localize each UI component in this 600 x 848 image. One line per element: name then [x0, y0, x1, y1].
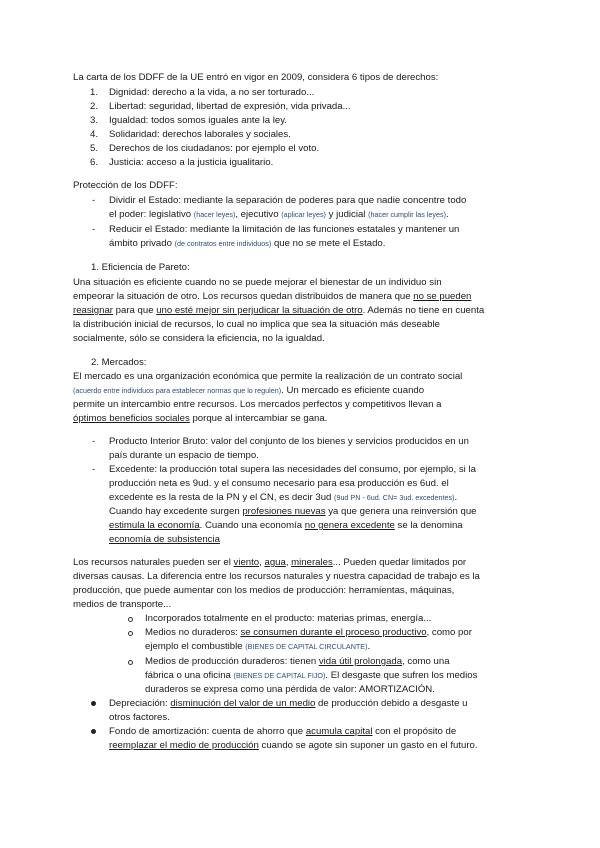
text-span: . Un mercado es eficiente cuando: [281, 385, 425, 396]
text-span: excedente es la resta de la PN y el CN, es decir 3ud: [109, 492, 335, 503]
paragraph-line: Reducir el Estado: mediante la limitación de las funciones estatales y mantener un: [109, 224, 460, 235]
paragraph-line: [109, 520, 463, 532]
underlined-span: no se pueden: [413, 291, 472, 302]
list-number: 4.: [90, 129, 99, 140]
text-span: ,: [259, 557, 265, 568]
paragraph-line: Excedente: la producción total supera las necesidades del consumo, por ejemplo, si la: [109, 464, 476, 475]
circle-bullet: [128, 660, 133, 665]
note-span: (acuerdo entre individuos para establecer normas que lo regulen): [73, 386, 282, 395]
circle-bullet: [128, 631, 133, 636]
section-heading: 1. Eficiencia de Pareto:: [91, 262, 190, 273]
text-span: . Cuando una economía: [199, 520, 305, 531]
text-span: , como por: [426, 627, 472, 638]
paragraph-line: permite un intercambio entre recursos. Los mercados perfectos y competitivos llevan a: [73, 399, 442, 410]
underlined-span: óptimos beneficios sociales: [73, 413, 190, 424]
paragraph-line: [109, 238, 385, 250]
list-item: Solidaridad: derechos laborales y sociales.: [109, 129, 291, 140]
text-span: ámbito privado: [109, 238, 175, 249]
note-span: (hacer leyes): [193, 210, 236, 219]
text-span: .: [454, 492, 458, 503]
text-span: se la denomina: [394, 520, 463, 531]
paragraph-line: producción neta es 9ud. y el consumo necesario para esa producción es 6ud. el: [109, 478, 449, 489]
text-span: empeorar la situación de otro. Los recursos quedan distribuidos de manera que: [73, 291, 414, 302]
text-span: ejemplo el combustible: [145, 641, 246, 652]
underlined-span: reemplazar el medio de producción: [109, 740, 259, 751]
text-span: . Además no tiene en cuenta: [362, 305, 485, 316]
list-number: 6.: [90, 157, 99, 168]
paragraph-line: socialmente, sólo se considera la eficiencia, no la igualdad.: [73, 333, 325, 344]
underlined-span: no genera excedente: [304, 520, 395, 531]
underlined-span: reasignar: [73, 305, 113, 316]
text-span: cuando se agote sin suponer un gasto en el futuro.: [258, 740, 478, 751]
paragraph-line: Incorporados totalmente en el producto: materias primas, energía...: [145, 613, 432, 624]
note-span: (aplicar leyes): [281, 210, 326, 219]
paragraph-line: [145, 656, 450, 668]
paragraph-line: [145, 641, 370, 653]
list-number: 1.: [90, 87, 99, 98]
paragraph-line: diversas causas. La diferencia entre los recursos naturales y nuestra capacidad de trabajo es la: [73, 571, 480, 582]
paragraph-line: [109, 209, 449, 221]
text-span: porque al intercambiar se gana.: [189, 413, 328, 424]
list-item: Libertad: seguridad, libertad de expresión, vida privada...: [109, 101, 351, 112]
text-span: , ejecutivo: [235, 209, 282, 220]
paragraph-line: duraderos se expresa como una pérdida de valor: AMORTIZACIÓN.: [145, 684, 435, 695]
paragraph-line: [73, 305, 484, 317]
paragraph-line: la distribución inicial de recursos, lo cual no implica que sea la situación más deseable: [73, 319, 440, 330]
text-span: que no se mete el Estado.: [271, 238, 386, 249]
list-number: 5.: [90, 143, 99, 154]
list-item: Derechos de los ciudadanos: por ejemplo el voto.: [109, 143, 320, 154]
note-span: (BIENES DE CAPITAL CIRCULANTE): [245, 642, 368, 651]
paragraph-line: país durante un espacio de tiempo.: [109, 450, 259, 461]
text-span: con el propósito de: [372, 726, 457, 737]
list-item: Dignidad: derecho a la vida, a no ser torturado...: [109, 87, 315, 98]
note-span: (BIENES DE CAPITAL FIJO): [233, 671, 326, 680]
paragraph-line: [109, 492, 457, 504]
filled-bullet: [91, 729, 96, 734]
note-span: (hacer cumplir las leyes): [368, 210, 446, 219]
dash-bullet: -: [92, 224, 96, 235]
text-span: Los recursos naturales pueden ser el: [73, 557, 234, 568]
paragraph-line: [73, 557, 466, 569]
section-heading: 2. Mercados:: [91, 357, 147, 368]
paragraph-line: Una situación es eficiente cuando no se puede mejorar el bienestar de un individuo sin: [73, 277, 442, 288]
underlined-line: economía de subsistencia: [109, 534, 220, 545]
paragraph-line: producción, que puede aumentar con los medios de producción: herramientas, máquinas,: [73, 585, 455, 596]
underlined-span: viento: [233, 557, 260, 568]
text-span: el poder: legislativo: [109, 209, 194, 220]
list-number: 2.: [90, 101, 99, 112]
filled-bullet: [91, 701, 96, 706]
underlined-span: uno esté mejor sin perjudicar la situación de otro: [156, 305, 363, 316]
underlined-span: se consumen durante el proceso productivo: [240, 627, 427, 638]
list-item: Igualdad: todos somos iguales ante la ley.: [109, 115, 287, 126]
underlined-span: profesiones nuevas: [242, 506, 326, 517]
paragraph-line: Dividir el Estado: mediante la separación de poderes para que nadie concentre todo: [109, 195, 467, 206]
text-span: y judicial: [325, 209, 369, 220]
text-span: Medios de producción duraderos: tienen: [145, 656, 319, 667]
underlined-span: vida útil prolongada: [318, 656, 403, 667]
text-span: ,: [285, 557, 292, 568]
paragraph-line: [73, 385, 424, 397]
underlined-span: minerales: [291, 557, 333, 568]
dash-bullet: -: [92, 195, 96, 206]
dash-bullet: -: [92, 464, 96, 475]
underlined-span: estimula la economía: [109, 520, 200, 531]
intro-text: La carta de los DDFF de la UE entró en vigor en 2009, considera 6 tipos de derechos:: [73, 72, 439, 83]
section-heading: Protección de los DDFF:: [73, 180, 178, 191]
text-span: , como una: [402, 656, 450, 667]
text-span: ... Pueden quedar limitados por: [332, 557, 467, 568]
paragraph-line: [109, 726, 456, 738]
paragraph-line: [109, 740, 478, 752]
text-span: fábrica o una oficina: [145, 670, 234, 681]
list-number: 3.: [90, 115, 99, 126]
text-span: Cuando hay excedente surgen: [109, 506, 243, 517]
paragraph-line: [109, 698, 467, 710]
circle-bullet: [128, 617, 133, 622]
underlined-span: acumula capital: [305, 726, 373, 737]
text-span: ya que genera una reinversión que: [325, 506, 477, 517]
paragraph-line: otros factores.: [109, 712, 170, 723]
text-span: .: [367, 641, 371, 652]
text-span: . El desgaste que sufren los medios: [325, 670, 478, 681]
underlined-span: agua: [264, 557, 286, 568]
paragraph-line: [145, 627, 472, 639]
text-span: para que: [113, 305, 157, 316]
underlined-span: disminución del valor de un medio: [170, 698, 316, 709]
text-span: Medios no duraderos:: [145, 627, 241, 638]
text-span: de producción debido a desgaste u: [315, 698, 468, 709]
paragraph-line: medios de transporte...: [73, 599, 172, 610]
paragraph-line: Producto Interior Bruto: valor del conjunto de los bienes y servicios producidos en un: [109, 436, 469, 447]
paragraph-line: [109, 506, 477, 518]
paragraph-line: El mercado es una organización económica que permite la realización de un contrato social: [73, 371, 463, 382]
paragraph-line: [145, 670, 477, 682]
note-span: (de contratos entre individuos): [174, 239, 272, 248]
dash-bullet: -: [92, 436, 96, 447]
text-span: Depreciación:: [109, 698, 171, 709]
paragraph-line: [73, 413, 327, 425]
list-item: Justicia: acceso a la justicia igualitario.: [109, 157, 274, 168]
text-span: .: [445, 209, 449, 220]
paragraph-line: [73, 291, 471, 303]
note-span: (9ud PN - 6ud. CN= 3ud. excedentes): [334, 493, 455, 502]
text-span: Fondo de amortización: cuenta de ahorro que: [109, 726, 306, 737]
